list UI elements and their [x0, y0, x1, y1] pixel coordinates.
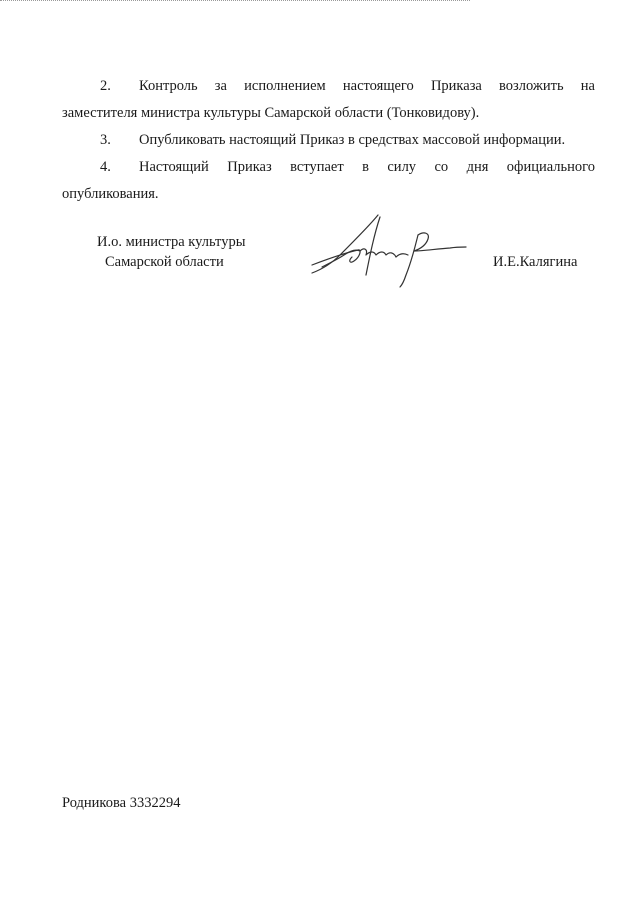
item-text-line2: заместителя министра культуры Самарской области (Тонковидову).: [62, 105, 480, 121]
scan-edge-dots: [0, 0, 470, 1]
signatory-title-line1: И.о. министра культуры: [97, 234, 246, 250]
item-text-line2: опубликования.: [62, 186, 159, 202]
item-3: [62, 127, 595, 154]
item-text-line1: Настоящий Приказ вступает в силу со дня официального: [139, 159, 595, 175]
executor-contact: Родникова 3332294: [62, 795, 181, 811]
item-number: 3.: [100, 132, 111, 148]
item-4: [62, 154, 595, 208]
signatory-name: И.Е.Калягина: [493, 254, 578, 270]
item-number: 2.: [100, 78, 111, 94]
item-text: Опубликовать настоящий Приказ в средствах массовой информации.: [139, 132, 566, 148]
item-number: 4.: [100, 159, 111, 175]
item-2: [62, 73, 595, 127]
signatory-title-line2: Самарской области: [105, 254, 224, 270]
signatory-title: [97, 232, 245, 272]
handwritten-signature: [300, 205, 470, 290]
item-text-line1: Контроль за исполнением настоящего Приказа возложить на: [139, 78, 595, 94]
